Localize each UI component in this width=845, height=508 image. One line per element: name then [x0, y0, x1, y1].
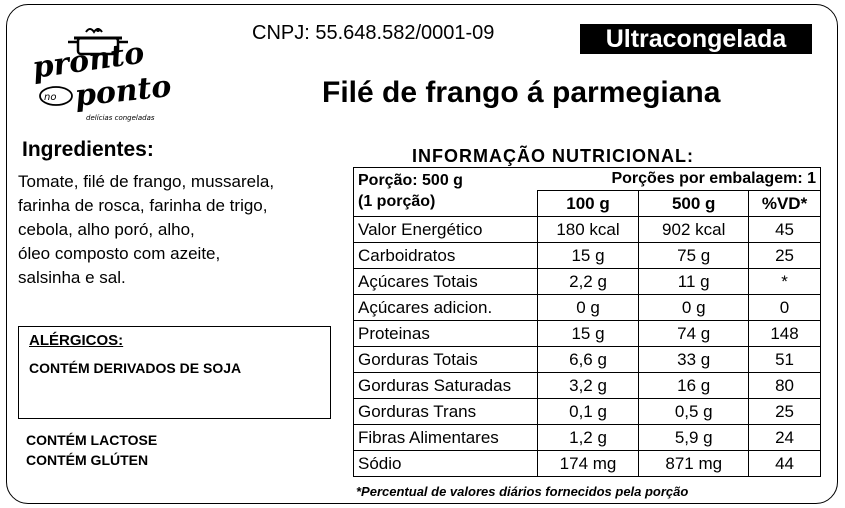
nutrient-name: Sódio — [354, 451, 538, 477]
nutrient-per100: 1,2 g — [537, 425, 639, 451]
nutrient-name: Gorduras Saturadas — [354, 373, 538, 399]
allergen-box — [18, 326, 331, 419]
table-row — [354, 168, 821, 191]
nutrient-per100: 0,1 g — [537, 399, 639, 425]
nutrient-name: Fibras Alimentares — [354, 425, 538, 451]
nutrition-table — [353, 167, 821, 477]
nutrient-per500: 5,9 g — [639, 425, 749, 451]
table-row — [354, 243, 821, 269]
table-row — [354, 295, 821, 321]
nutrient-per100: 180 kcal — [537, 217, 639, 243]
nutrient-per100: 15 g — [537, 243, 639, 269]
nutrient-vd: 148 — [749, 321, 821, 347]
table-row — [354, 373, 821, 399]
nutrient-per500: 16 g — [639, 373, 749, 399]
nutrient-vd: 44 — [749, 451, 821, 477]
contains-warnings — [26, 430, 157, 470]
table-row — [354, 217, 821, 243]
contains-gluten: CONTÉM GLÚTEN — [26, 452, 149, 468]
nutrient-name: Carboidratos — [354, 243, 538, 269]
ingredients-line: Tomate, filé de frango, mussarela, — [18, 172, 275, 191]
nutrient-per100: 174 mg — [537, 451, 639, 477]
nutrient-name: Valor Energético — [354, 217, 538, 243]
nutrient-per100: 6,6 g — [537, 347, 639, 373]
nutrition-footnote: *Percentual de valores diários fornecidos pela porção — [356, 484, 689, 499]
contains-lactose: CONTÉM LACTOSE — [26, 432, 158, 448]
ingredients-line: farinha de rosca, farinha de trigo, — [18, 196, 268, 215]
nutrient-name: Gorduras Trans — [354, 399, 538, 425]
nutrient-vd: 25 — [749, 399, 821, 425]
nutrient-vd: 80 — [749, 373, 821, 399]
nutrient-per500: 75 g — [639, 243, 749, 269]
nutrient-per500: 11 g — [639, 269, 749, 295]
logo-word-2: ponto — [73, 69, 173, 114]
nutrient-name: Gorduras Totais — [354, 347, 538, 373]
logo-tagline: delícias congeladas — [86, 114, 155, 122]
nutrient-per100: 15 g — [537, 321, 639, 347]
table-row — [354, 399, 821, 425]
table-row — [354, 425, 821, 451]
ingredients-list — [18, 170, 318, 290]
serving-count: (1 porção) — [358, 193, 436, 210]
col-header-500g: 500 g — [639, 191, 749, 217]
nutrient-per500: 902 kcal — [639, 217, 749, 243]
nutrient-per100: 2,2 g — [537, 269, 639, 295]
allergen-text: CONTÉM DERIVADOS DE SOJA — [29, 360, 242, 376]
ingredients-line: cebola, alho poró, alho, — [18, 220, 195, 239]
nutrient-per500: 871 mg — [639, 451, 749, 477]
allergen-title: ALÉRGICOS: — [29, 332, 124, 349]
nutrient-vd: 25 — [749, 243, 821, 269]
cnpj-number: CNPJ: 55.648.582/0001-09 — [252, 22, 495, 44]
nutrient-per100: 3,2 g — [537, 373, 639, 399]
serving-info — [354, 168, 538, 217]
col-header-100g: 100 g — [537, 191, 639, 217]
nutrition-heading: INFORMAÇÃO NUTRICIONAL: — [412, 146, 694, 166]
ultracongelada-badge: Ultracongelada — [580, 24, 812, 54]
nutrient-vd: 24 — [749, 425, 821, 451]
nutrient-vd: 0 — [749, 295, 821, 321]
nutrient-vd: 51 — [749, 347, 821, 373]
brand-logo — [26, 18, 196, 126]
ingredients-line: salsinha e sal. — [18, 268, 126, 287]
nutrient-vd: 45 — [749, 217, 821, 243]
table-row — [354, 347, 821, 373]
nutrient-vd: * — [749, 269, 821, 295]
table-row — [354, 321, 821, 347]
nutrient-per500: 0,5 g — [639, 399, 749, 425]
col-header-vd: %VD* — [749, 191, 821, 217]
nutrient-per500: 33 g — [639, 347, 749, 373]
ingredients-line: óleo composto com azeite, — [18, 244, 221, 263]
logo-word-1: pronto — [30, 35, 147, 86]
table-row — [354, 451, 821, 477]
product-title: Filé de frango á parmegiana — [322, 76, 721, 109]
nutrient-name: Proteinas — [354, 321, 538, 347]
serving-size: Porção: 500 g — [358, 172, 463, 189]
nutrient-per100: 0 g — [537, 295, 639, 321]
nutrient-per500: 74 g — [639, 321, 749, 347]
nutrient-name: Açúcares Totais — [354, 269, 538, 295]
ingredients-heading: Ingredientes: — [22, 138, 154, 161]
nutrient-name: Açúcares adicion. — [354, 295, 538, 321]
table-row — [354, 269, 821, 295]
logo-mid: no — [44, 92, 57, 103]
servings-per-package: Porções por embalagem: 1 — [537, 168, 820, 191]
nutrient-per500: 0 g — [639, 295, 749, 321]
